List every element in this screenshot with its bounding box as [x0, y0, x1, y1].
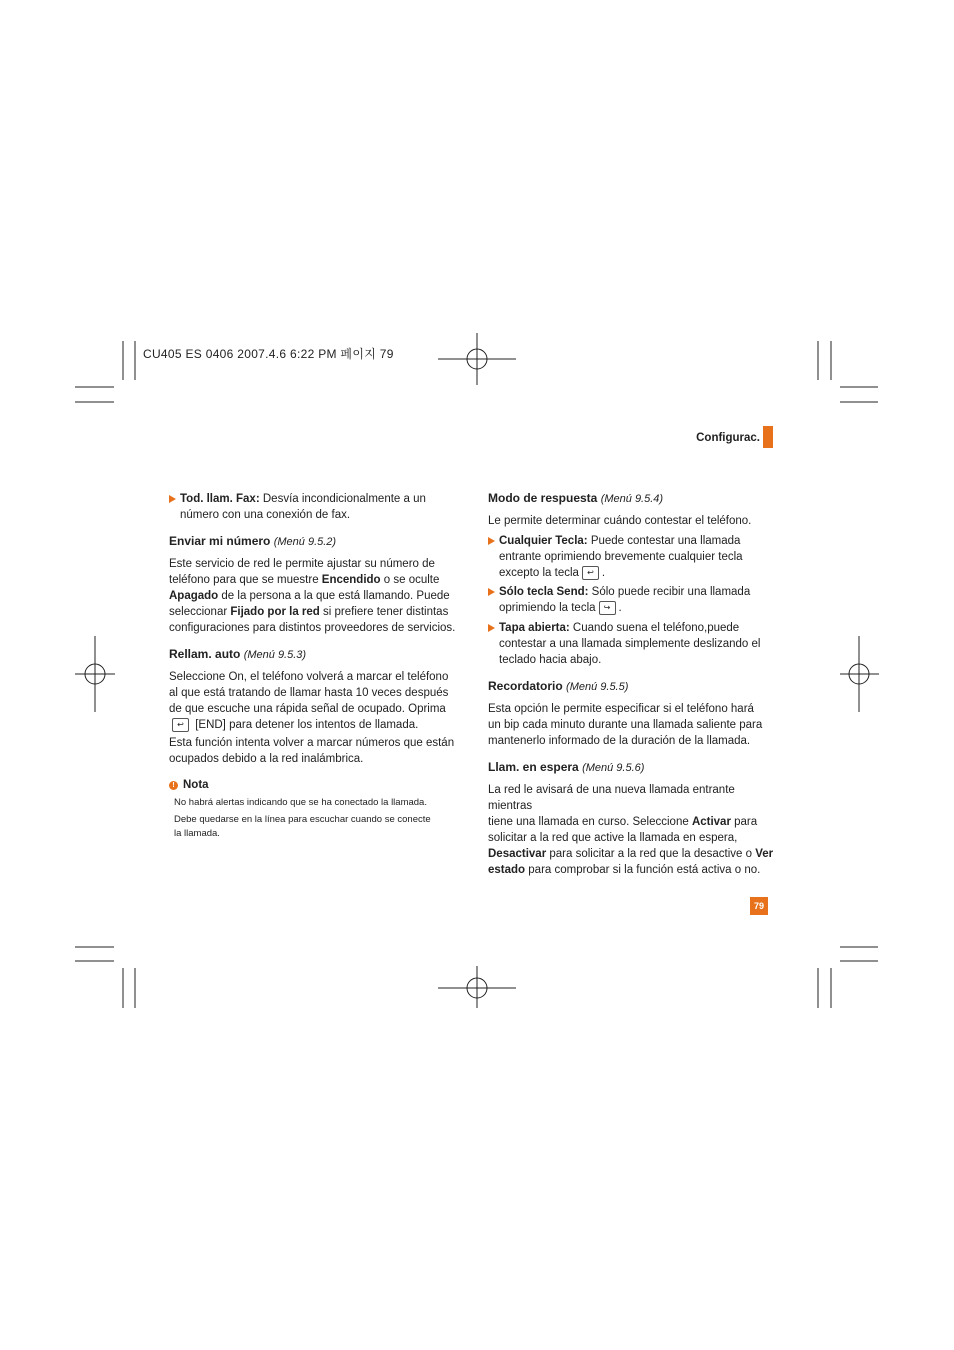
text-bold: Apagado	[169, 590, 219, 602]
section-label: Configurac.	[696, 432, 760, 444]
text-line: Esta función intenta volver a marcar números que están	[169, 737, 455, 749]
text-line: Este servicio de red le permite ajustar su número de	[169, 558, 435, 570]
text-span: para solicitar a la red que la desactive o	[546, 848, 756, 860]
text-line: teclado hacia abajo.	[499, 654, 602, 666]
text-line: configuraciones para distintos proveedores de servicios.	[169, 622, 456, 634]
text-line: entrante oprimiendo brevemente cualquier tecla	[499, 551, 743, 563]
paragraph-rellam	[169, 669, 457, 767]
text-span: teléfono para que se muestre	[169, 574, 322, 586]
text-line: ocupados debido a la red inalámbrica.	[169, 753, 364, 765]
right-column	[488, 490, 774, 878]
text-span: Puede contestar una llamada	[587, 535, 741, 547]
note-title: Nota	[183, 779, 209, 791]
text-line: La red le avisará de una nueva llamada entrante mientras	[488, 784, 735, 812]
text-bold: Desactivar	[488, 848, 547, 860]
text-span: seleccionar	[169, 606, 231, 618]
heading-enviar	[169, 533, 457, 550]
note-text	[174, 796, 454, 841]
text-span: si prefiere tener distintas	[319, 606, 449, 618]
text-bold: Activar	[691, 816, 731, 828]
arrow-bullet-icon	[488, 624, 495, 632]
text-span: tiene una llamada en curso. Seleccione	[488, 816, 692, 828]
note-heading	[169, 777, 457, 793]
modo-title: Modo de respuesta	[488, 491, 598, 505]
text-span: para comprobar si la función está activa o no.	[525, 864, 761, 876]
text-bold: Cualquier Tecla:	[499, 535, 588, 547]
end-key-icon: ↩	[582, 566, 599, 580]
text-line: la llamada.	[174, 828, 220, 839]
text-line: Debe quedarse en la línea para escuchar cuando se conecte	[174, 814, 431, 825]
text-bold: Tapa abierta:	[499, 622, 570, 634]
text-span: Sólo puede recibir una llamada	[588, 586, 751, 598]
esp-menu: (Menú 9.5.6)	[582, 762, 645, 774]
bullet-cualquier-tecla: Cualquier Tecla: Puede contestar una llamada entrante oprimiendo brevemente cualquier tecla excepto la tecla ↩ .	[488, 533, 774, 581]
text-bold: Sólo tecla Send:	[499, 586, 589, 598]
rec-menu: (Menú 9.5.5)	[566, 681, 629, 693]
section-tab	[763, 426, 773, 448]
text-span: [END] para detener los intentos de llamada.	[195, 719, 419, 731]
end-key-icon: ↩	[172, 718, 189, 732]
text-line: Esta opción le permite especificar si el teléfono hará	[488, 703, 754, 715]
heading-espera	[488, 759, 774, 776]
enviar-menu: (Menú 9.5.2)	[273, 536, 337, 548]
arrow-bullet-icon	[488, 588, 495, 596]
text-line: Seleccione On, el teléfono volverá a marcar el teléfono	[169, 671, 449, 683]
text-span: excepto la tecla	[499, 567, 579, 579]
modo-intro: Le permite determinar cuándo contestar el teléfono.	[488, 515, 752, 527]
text-line: contestar a una llamada simplemente deslizando el	[499, 638, 761, 650]
text-span: Cuando suena el teléfono,puede	[569, 622, 740, 634]
text-bold: Encendido	[321, 574, 381, 586]
arrow-bullet-icon	[488, 537, 495, 545]
text-span: o se oculte	[380, 574, 440, 586]
bullet-tapa-abierta	[488, 620, 774, 668]
text-span: para	[730, 816, 758, 828]
fax-text-2: número con una conexión de fax.	[180, 509, 351, 521]
text-line: mantenerlo informado de la duración de la llamada.	[488, 735, 751, 747]
heading-modo	[488, 490, 774, 507]
bullet-fax	[169, 491, 457, 523]
enviar-title: Enviar mi número	[169, 534, 271, 548]
warning-icon: !	[169, 781, 178, 790]
arrow-bullet-icon	[169, 495, 176, 503]
modo-menu: (Menú 9.5.4)	[600, 493, 664, 505]
rellam-title: Rellam. auto	[169, 647, 241, 661]
text-bold: estado	[488, 864, 526, 876]
bullet-solo-send: Sólo tecla Send: Sólo puede recibir una llamada oprimiendo la tecla ↪ .	[488, 584, 774, 616]
left-column	[169, 491, 457, 841]
text-line: solicitar a la red que active la llamada en espera,	[488, 832, 738, 844]
paragraph-espera	[488, 782, 774, 878]
text-line: de que escuche una rápida señal de ocupado. Oprima	[169, 703, 446, 715]
page-number: 79	[750, 897, 768, 915]
text-span: de la persona a la que está llamando. Puede	[218, 590, 450, 602]
esp-title: Llam. en espera	[488, 760, 579, 774]
rellam-menu: (Menú 9.5.3)	[243, 649, 307, 661]
fax-text: Desvía incondicionalmente a un	[259, 493, 426, 505]
print-slug: CU405 ES 0406 2007.4.6 6:22 PM 페이지 79	[143, 347, 394, 361]
fax-label: Tod. llam. Fax:	[180, 493, 260, 505]
text-bold: Fijado por la red	[230, 606, 320, 618]
paragraph-recordatorio	[488, 701, 774, 749]
text-span: oprimiendo la tecla	[499, 602, 596, 614]
rec-title: Recordatorio	[488, 679, 563, 693]
paragraph-enviar	[169, 556, 457, 636]
text-line: al que está tratando de llamar hasta 10 veces después	[169, 687, 449, 699]
text-line: No habrá alertas indicando que se ha conectado la llamada.	[174, 797, 427, 808]
send-key-icon: ↪	[599, 601, 616, 615]
heading-rellam	[169, 646, 457, 663]
text-line: un bip cada minuto durante una llamada saliente para	[488, 719, 763, 731]
heading-recordatorio	[488, 678, 774, 695]
text-bold: Ver	[755, 848, 774, 860]
